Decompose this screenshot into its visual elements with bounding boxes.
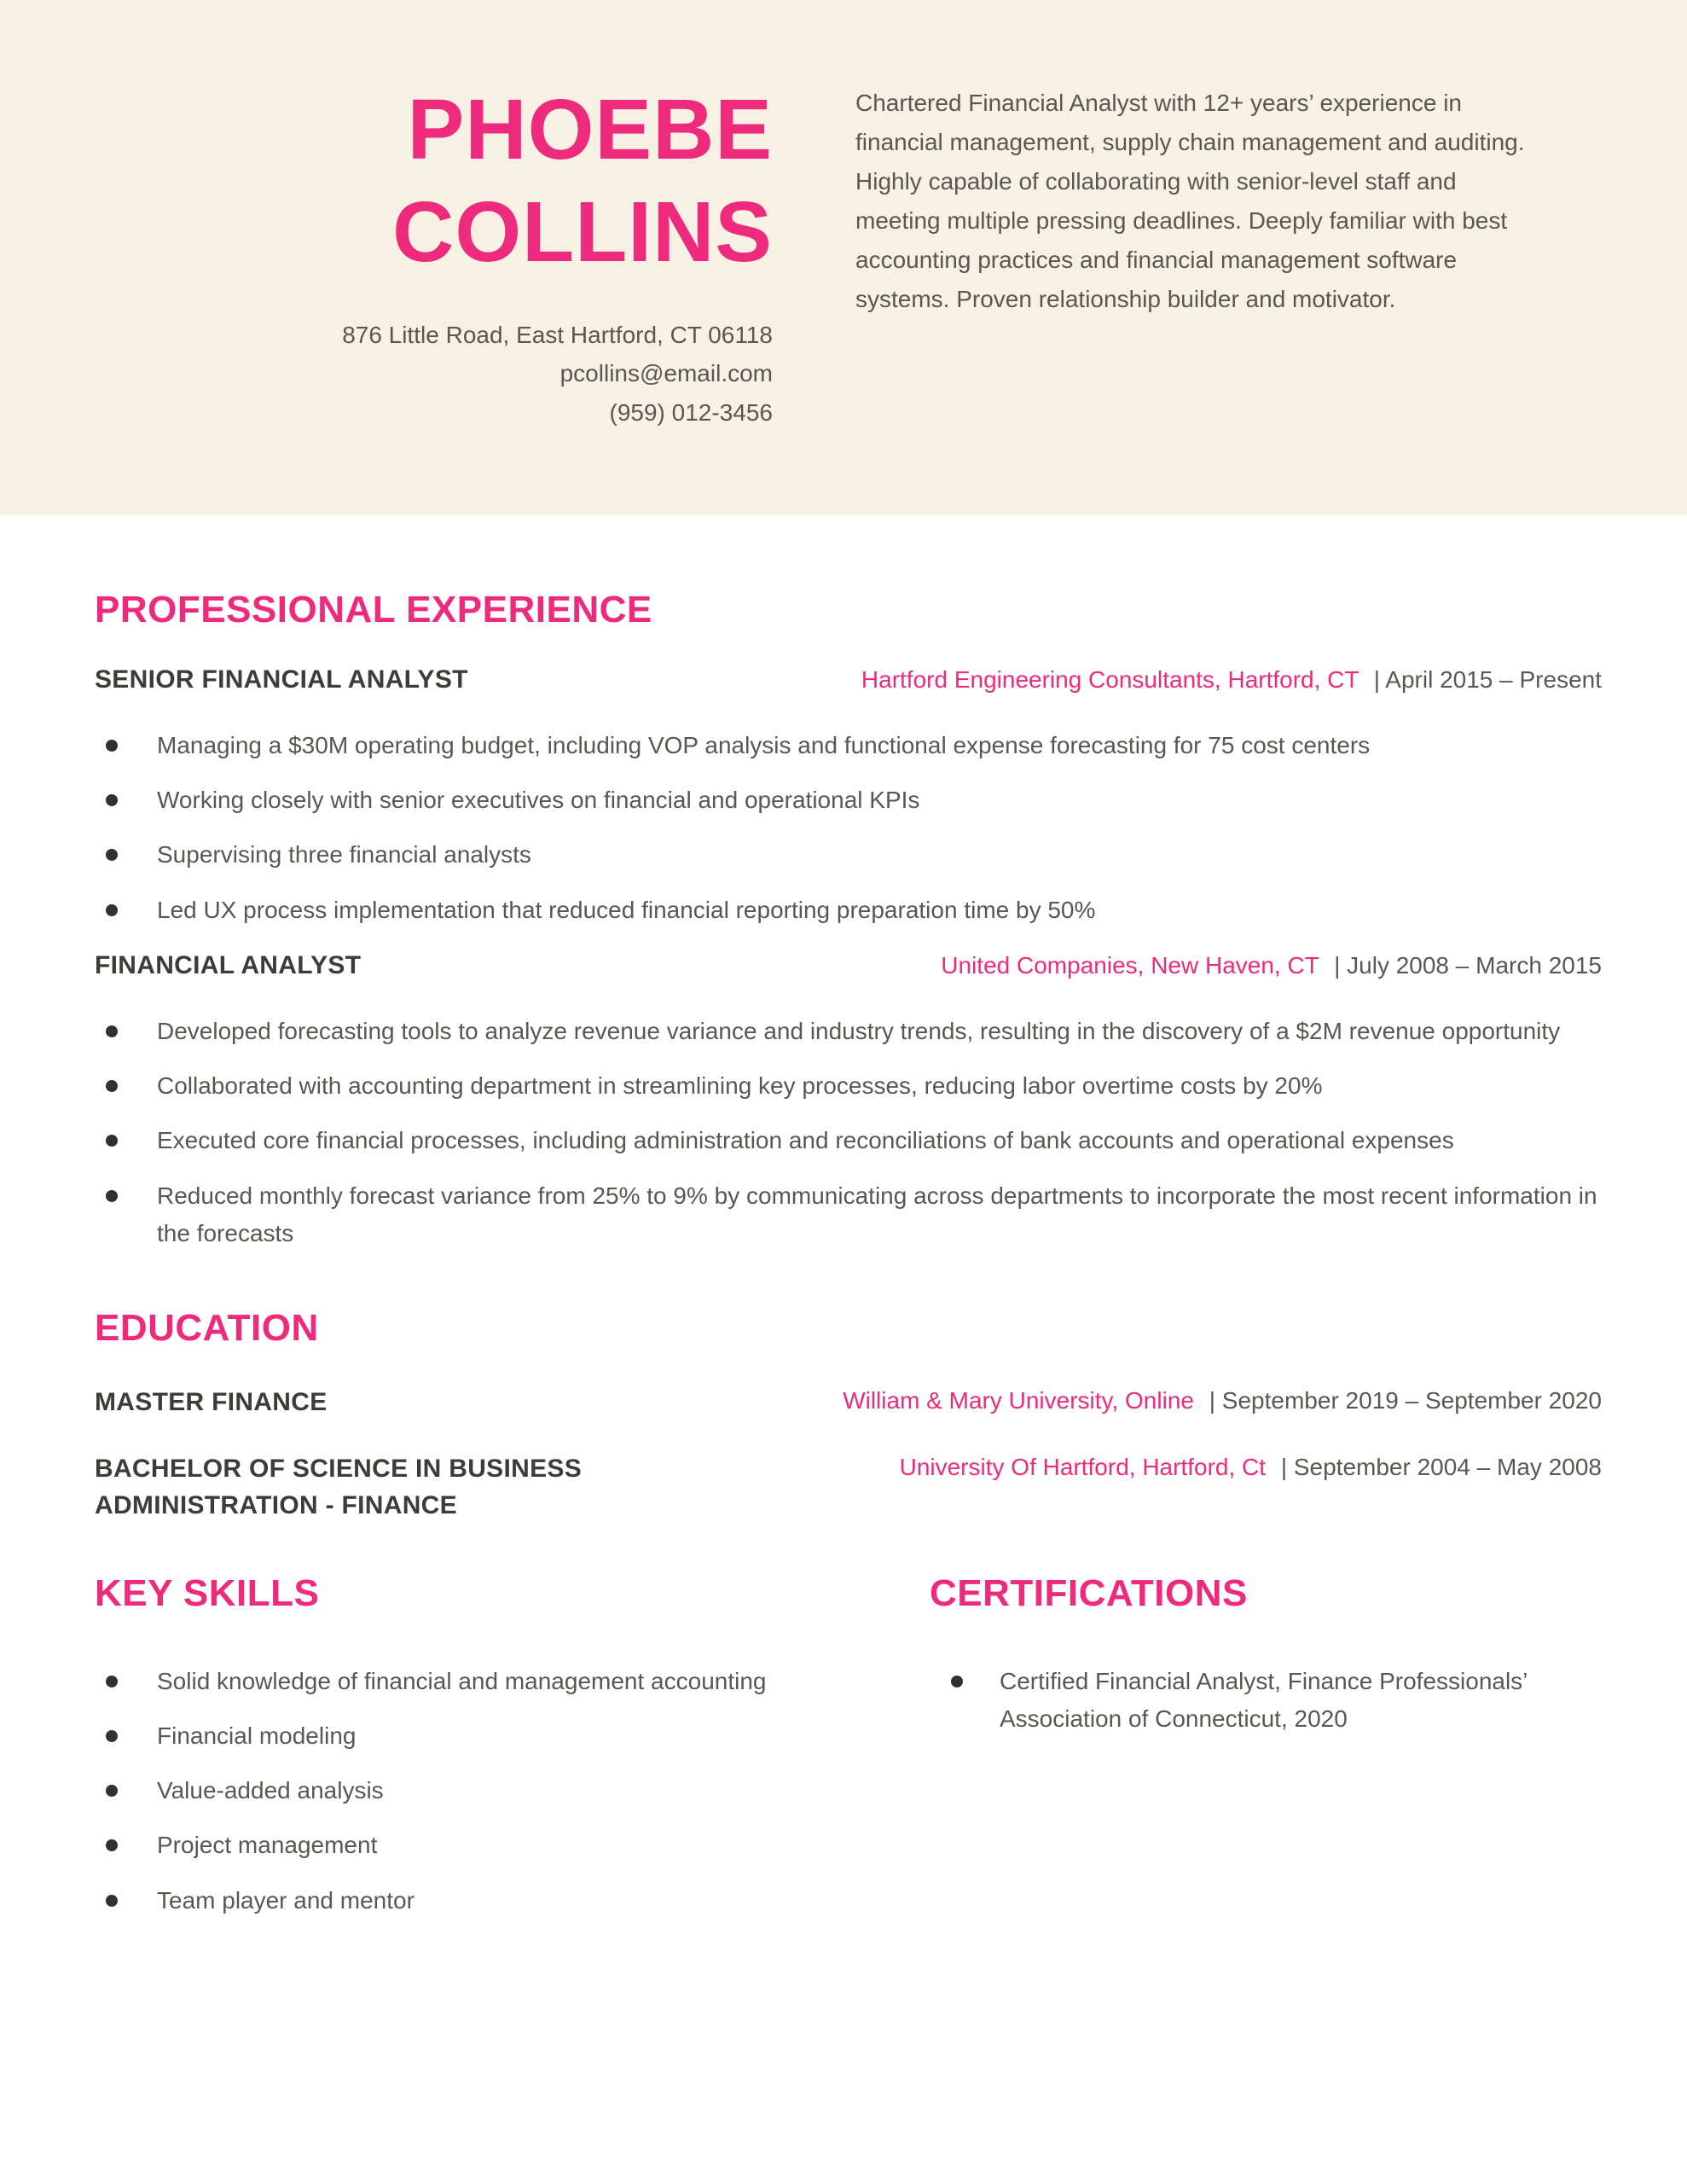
contact-email: pcollins@email.com bbox=[559, 360, 773, 387]
job-meta bbox=[861, 666, 1602, 694]
candidate-last-name: COLLINS bbox=[392, 184, 773, 280]
bullet-icon bbox=[106, 1730, 118, 1742]
skill-item: Financial modeling bbox=[95, 1717, 768, 1755]
job-bullet: Working closely with senior executives on financial and operational KPIs bbox=[95, 781, 1602, 819]
job-header bbox=[95, 665, 1602, 694]
job-title: SENIOR FINANCIAL ANALYST bbox=[95, 665, 468, 694]
job-header bbox=[95, 951, 1602, 980]
skill-item: Project management bbox=[95, 1827, 768, 1864]
job-bullet-list bbox=[95, 1013, 1602, 1252]
skills-list bbox=[95, 1663, 768, 1920]
education-section bbox=[95, 1307, 1602, 1525]
skill-item: Value-added analysis bbox=[95, 1772, 768, 1809]
job-bullet: Managing a $30M operating budget, including VOP analysis and functional expense forecasting for 75 cost centers bbox=[95, 727, 1602, 764]
education-heading: EDUCATION bbox=[95, 1307, 319, 1350]
bullet-icon bbox=[106, 740, 118, 752]
bullet-icon bbox=[106, 849, 118, 861]
certification-item: Certified Financial Analyst, Finance Professionals’ Association of Connecticut, 2020 bbox=[930, 1663, 1602, 1738]
key-skills-heading: KEY SKILLS bbox=[95, 1571, 320, 1614]
bullet-icon bbox=[106, 1895, 118, 1907]
education-meta bbox=[843, 1387, 1602, 1414]
resume-header bbox=[0, 0, 1687, 515]
job-dates: | July 2008 – March 2015 bbox=[1334, 951, 1602, 979]
certifications-heading: CERTIFICATIONS bbox=[930, 1571, 1248, 1614]
education-meta bbox=[900, 1454, 1602, 1481]
candidate-name bbox=[0, 78, 773, 283]
job-entry bbox=[95, 951, 1602, 1252]
certifications-list bbox=[930, 1663, 1602, 1738]
bullet-icon bbox=[106, 1190, 118, 1202]
education-dates: | September 2019 – September 2020 bbox=[1209, 1387, 1602, 1414]
resume-body bbox=[0, 515, 1687, 1942]
bullet-icon bbox=[106, 1676, 118, 1687]
education-entry bbox=[95, 1384, 1602, 1421]
experience-heading: PROFESSIONAL EXPERIENCE bbox=[95, 589, 652, 630]
job-company: Hartford Engineering Consultants, Hartford, CT bbox=[861, 666, 1359, 693]
contact-address: 876 Little Road, East Hartford, CT 06118 bbox=[342, 322, 773, 348]
job-bullet: Collaborated with accounting department in streamlining key processes, reducing labor overtime costs by 20% bbox=[95, 1067, 1602, 1105]
job-dates: | April 2015 – Present bbox=[1373, 666, 1602, 693]
bullet-icon bbox=[106, 1135, 118, 1147]
job-meta bbox=[941, 952, 1602, 979]
bullet-icon bbox=[106, 1785, 118, 1797]
experience-section bbox=[95, 589, 1602, 1252]
job-bullet: Developed forecasting tools to analyze revenue variance and industry trends, resulting in the discovery of a $2M revenue opportunity bbox=[95, 1013, 1602, 1050]
job-entry bbox=[95, 665, 1602, 929]
school-name: William & Mary University, Online bbox=[843, 1387, 1194, 1414]
summary-text: Chartered Financial Analyst with 12+ years’ experience in financial management, supply chain management and auditing. Highly capable of collaborating with senior-level staff and meeting multiple pressing deadlines. Deeply familiar with best accounting practices and financial management software systems. Proven relationship builder and motivator. bbox=[855, 90, 1525, 312]
job-bullet: Supervising three financial analysts bbox=[95, 836, 1602, 874]
skill-item: Team player and mentor bbox=[95, 1882, 768, 1920]
job-bullet: Reduced monthly forecast variance from 25% to 9% by communicating across departments to incorporate the most recent information in the forecasts bbox=[95, 1177, 1602, 1252]
job-title: FINANCIAL ANALYST bbox=[95, 950, 362, 979]
bullet-icon bbox=[106, 1839, 118, 1851]
bullet-icon bbox=[106, 904, 118, 916]
skills-certifications-section bbox=[95, 1572, 1602, 1942]
candidate-first-name: PHOEBE bbox=[407, 82, 773, 177]
degree-title: MASTER FINANCE bbox=[95, 1388, 328, 1417]
school-name: University Of Hartford, Hartford, Ct bbox=[899, 1453, 1267, 1480]
education-entry bbox=[95, 1450, 1602, 1525]
contact-phone: (959) 012-3456 bbox=[609, 398, 773, 426]
bullet-icon bbox=[106, 794, 118, 806]
degree-title: BACHELOR OF SCIENCE IN BUSINESS ADMINISTRATION - FINANCE bbox=[95, 1454, 583, 1520]
bullet-icon bbox=[951, 1676, 963, 1687]
certifications-column bbox=[930, 1572, 1602, 1942]
contact-block bbox=[0, 316, 773, 432]
key-skills-column bbox=[95, 1572, 930, 1942]
bullet-icon bbox=[106, 1080, 118, 1092]
skill-item: Solid knowledge of financial and management accounting bbox=[95, 1663, 768, 1700]
job-bullet: Led UX process implementation that reduced financial reporting preparation time by 50% bbox=[95, 892, 1602, 929]
job-bullet: Executed core financial processes, including administration and reconciliations of bank accounts and operational expenses bbox=[95, 1122, 1602, 1159]
bullet-icon bbox=[106, 1025, 118, 1037]
job-company: United Companies, New Haven, CT bbox=[941, 951, 1319, 979]
education-dates: | September 2004 – May 2008 bbox=[1280, 1453, 1602, 1480]
job-bullet-list bbox=[95, 727, 1602, 929]
header-identity-block bbox=[0, 78, 773, 515]
